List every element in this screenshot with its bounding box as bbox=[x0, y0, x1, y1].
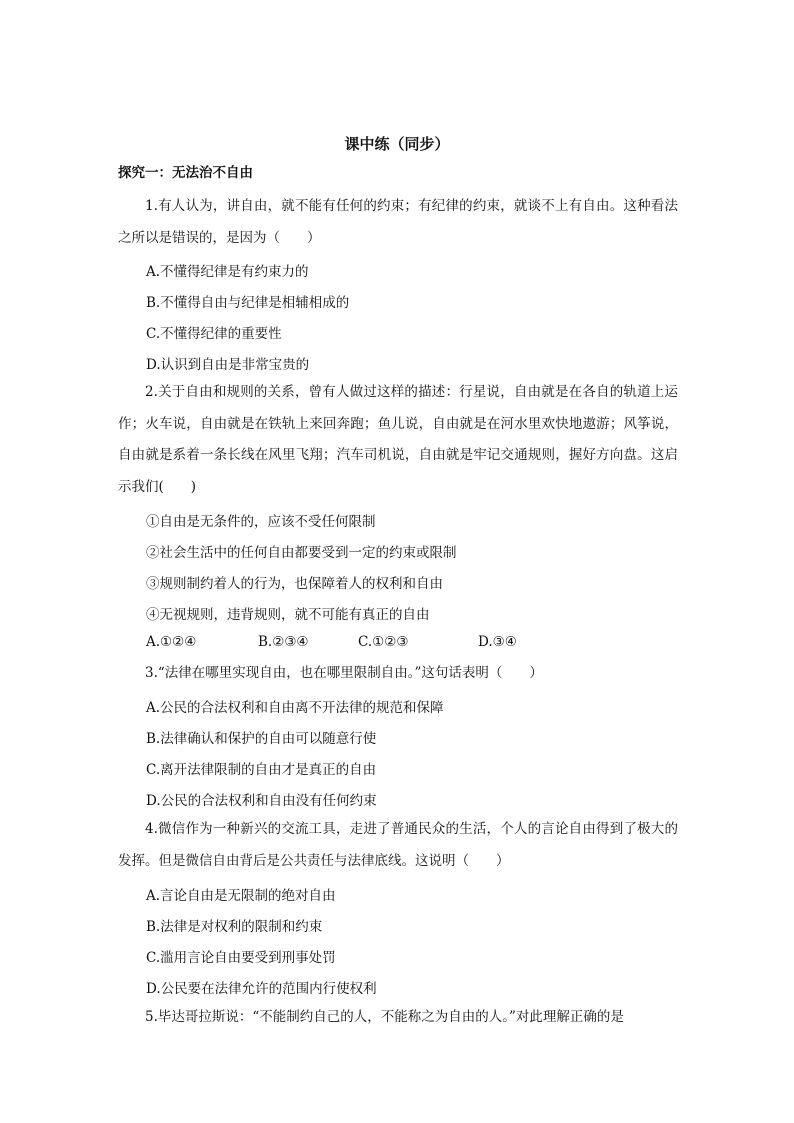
question-2-option-c: C.①②③ bbox=[358, 634, 409, 650]
question-2-statement-1: ①自由是无条件的，应该不受任何限制 bbox=[146, 514, 376, 530]
section-heading: 探究一：无法治不自由 bbox=[118, 165, 253, 181]
question-4-option-d: D.公民要在法律允许的范围内行使权利 bbox=[146, 981, 377, 997]
question-3-option-d: D.公民的合法权利和自由没有任何约束 bbox=[146, 793, 377, 809]
question-2-option-d: D.③④ bbox=[478, 634, 517, 650]
question-2-statement-2: ②社会生活中的任何自由都要受到一定的约束或限制 bbox=[146, 545, 457, 561]
question-4-option-a: A.言论自由是无限制的绝对自由 bbox=[146, 888, 336, 904]
question-3-option-c: C.离开法律限制的自由才是真正的自由 bbox=[146, 762, 377, 778]
question-4-option-b: B.法律是对权利的限制和约束 bbox=[146, 919, 323, 935]
page-title: 课中练（同步） bbox=[344, 135, 450, 153]
question-4-stem: 4.微信作为一种新兴的交流工具，走进了普通民众的生活，个人的言论自由得到了极大的发挥。但是微信自由背后是公共责任与法律底线。这说明（ ） bbox=[118, 821, 678, 869]
question-3-option-a: A.公民的合法权利和自由离不开法律的规范和保障 bbox=[146, 700, 444, 716]
question-2-stem: 2.关于自由和规则的关系，曾有人做过这样的描述：行星说，自由就是在各自的轨道上运作；火车说，自由就是在铁轨上来回奔跑；鱼儿说，自由就是在河水里欢快地遨游；风筝说，自由就是系着一条长线在风里飞翔；汽车司机说，自由就是牢记交通规则，握好方向盘。这启示我们( ) bbox=[118, 384, 678, 495]
question-3-stem: 3.“法律在哪里实现自由，也在哪里限制自由。”这句话表明（ ） bbox=[145, 665, 543, 681]
question-5-stem: 5.毕达哥拉斯说：“不能制约自己的人，不能称之为自由的人。”对此理解正确的是 bbox=[145, 1009, 624, 1025]
question-2-statement-4: ④无视规则，违背规则，就不可能有真正的自由 bbox=[146, 607, 430, 623]
question-3-option-b: B.法律确认和保护的自由可以随意行使 bbox=[146, 731, 377, 747]
question-4-option-c: C.滥用言论自由要受到刑事处罚 bbox=[146, 950, 336, 966]
question-2-option-a: A.①②④ bbox=[146, 634, 197, 650]
question-1-option-c: C.不懂得纪律的重要性 bbox=[146, 326, 282, 342]
question-2-option-b: B.②③④ bbox=[258, 634, 309, 650]
question-2-statement-3: ③规则制约着人的行为，也保障着人的权利和自由 bbox=[146, 576, 443, 592]
question-1-option-b: B.不懂得自由与纪律是相辅相成的 bbox=[146, 295, 350, 311]
question-1-option-d: D.认识到自由是非常宝贵的 bbox=[146, 357, 310, 373]
question-1-stem: 1.有人认为，讲自由，就不能有任何的约束；有纪律的约束，就谈不上有自由。这种看法之所以是错误的，是因为（ ） bbox=[118, 198, 678, 246]
question-1-option-a: A.不懂得纪律是有约束力的 bbox=[146, 264, 309, 280]
